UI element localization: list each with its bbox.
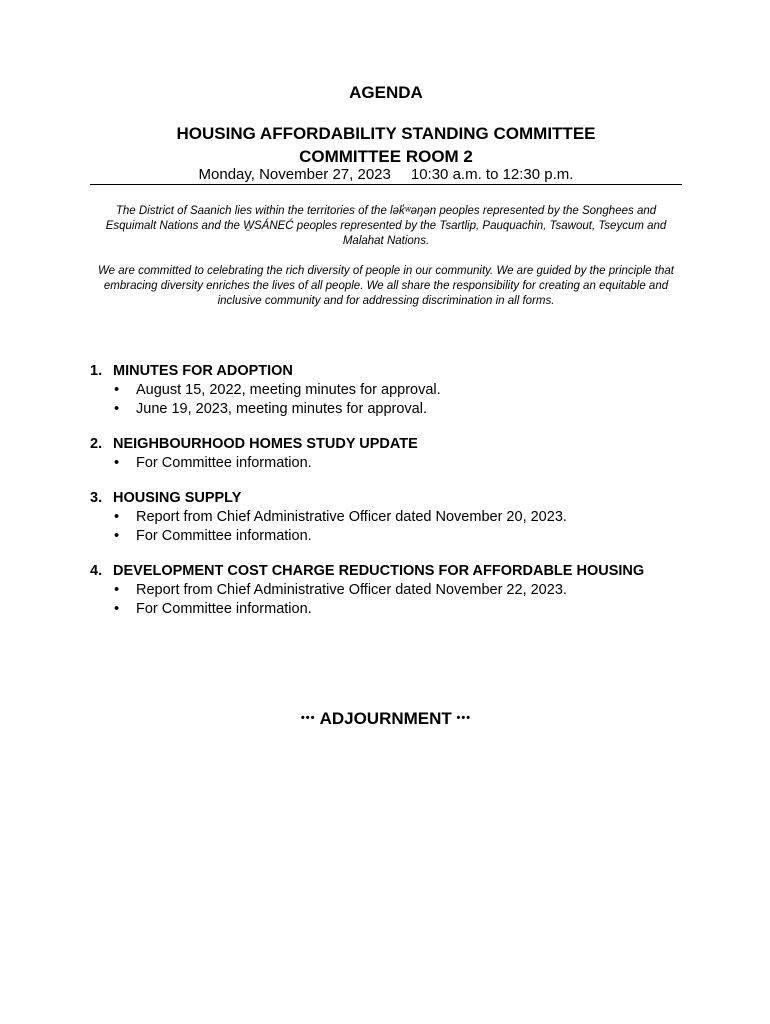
agenda-item-heading bbox=[90, 489, 690, 508]
agenda-item-number: 3. bbox=[90, 490, 103, 506]
meeting-date-time bbox=[90, 166, 682, 184]
bullet-icon: • bbox=[114, 509, 120, 525]
agenda-item bbox=[90, 435, 690, 473]
agenda-bullet bbox=[90, 381, 690, 400]
meeting-date: Monday, November 27, 2023 bbox=[198, 166, 391, 183]
bullet-icon: • bbox=[114, 382, 120, 398]
agenda-item bbox=[90, 489, 690, 546]
agenda-item-title: DEVELOPMENT COST CHARGE REDUCTIONS FOR AFFORDABLE HOUSING bbox=[113, 563, 645, 579]
agenda-item-title: HOUSING SUPPLY bbox=[113, 490, 242, 506]
agenda-item-heading bbox=[90, 562, 690, 581]
agenda-bullet-text: June 19, 2023, meeting minutes for approval. bbox=[136, 401, 427, 417]
adjournment-dots-right: ••• bbox=[456, 712, 472, 724]
bullet-icon: • bbox=[114, 601, 120, 617]
bullet-icon: • bbox=[114, 401, 120, 417]
agenda-item bbox=[90, 362, 690, 419]
room-name: COMMITTEE ROOM 2 bbox=[299, 147, 473, 166]
committee-name: HOUSING AFFORDABILITY STANDING COMMITTEE bbox=[176, 124, 596, 143]
agenda-item bbox=[90, 562, 690, 619]
agenda-bullet-text: August 15, 2022, meeting minutes for approval. bbox=[136, 382, 441, 398]
agenda-bullet-text: For Committee information. bbox=[136, 601, 312, 617]
diversity-statement: We are committed to celebrating the rich diversity of people in our community. We are guided by the principle that embracing diversity enriches the lives of all people. We all share the responsibility for creating an equitable and inclusive community and for addressing discrimination in all forms. bbox=[98, 265, 674, 307]
bullet-icon: • bbox=[114, 582, 120, 598]
agenda-bullet bbox=[90, 527, 690, 546]
adjournment bbox=[90, 709, 682, 729]
bullet-icon: • bbox=[114, 528, 120, 544]
bullet-icon: • bbox=[114, 455, 120, 471]
agenda-item-number: 1. bbox=[90, 363, 103, 379]
agenda-bullet-text: For Committee information. bbox=[136, 455, 312, 471]
adjournment-label: ADJOURNMENT bbox=[319, 709, 452, 728]
agenda-item-number: 2. bbox=[90, 436, 103, 452]
land-acknowledgement: The District of Saanich lies within the territories of the lək̓ʷəŋən peoples represented by the Songhees and Esquimalt Nations and the W̱SÁNEĆ peoples represented by the Tsartlip, Pauquachin, Tsawout, Tseycum and Malahat Nations. bbox=[105, 205, 667, 247]
agenda-bullet bbox=[90, 581, 690, 600]
agenda-bullet bbox=[90, 600, 690, 619]
agenda-bullet bbox=[90, 454, 690, 473]
agenda-bullet bbox=[90, 508, 690, 527]
agenda-item-number: 4. bbox=[90, 563, 103, 579]
agenda-item-title: NEIGHBOURHOOD HOMES STUDY UPDATE bbox=[113, 436, 418, 452]
agenda-bullet-text: For Committee information. bbox=[136, 528, 312, 544]
adjournment-dots-left: ••• bbox=[300, 712, 316, 724]
document-title: AGENDA bbox=[349, 83, 423, 102]
agenda-item-heading bbox=[90, 362, 690, 381]
meeting-time: 10:30 a.m. to 12:30 p.m. bbox=[410, 166, 574, 183]
agenda-item-heading bbox=[90, 435, 690, 454]
agenda-items bbox=[90, 362, 690, 635]
agenda-item-title: MINUTES FOR ADOPTION bbox=[113, 363, 293, 379]
agenda-bullet-text: Report from Chief Administrative Officer dated November 20, 2023. bbox=[136, 509, 567, 525]
header-divider bbox=[90, 184, 682, 185]
agenda-bullet-text: Report from Chief Administrative Officer dated November 22, 2023. bbox=[136, 582, 567, 598]
agenda-bullet bbox=[90, 400, 690, 419]
